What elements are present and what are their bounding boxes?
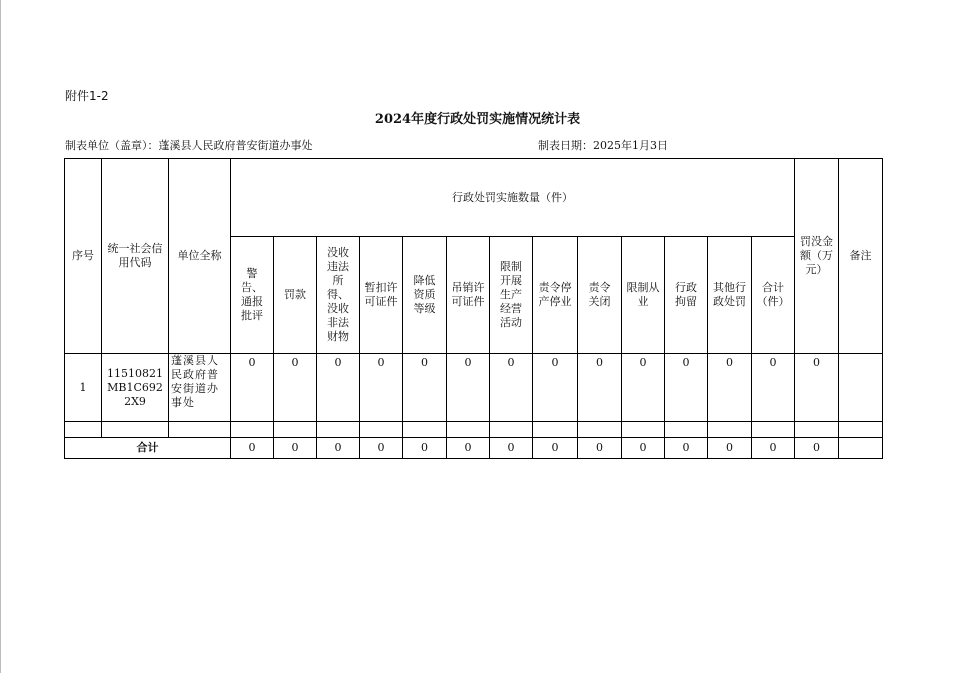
header-amount-text: 罚没金额（万元） bbox=[800, 235, 833, 276]
row-value-order-stop: 0 bbox=[533, 354, 578, 422]
header-restrict-employment bbox=[622, 237, 665, 354]
header-order-close-text: 责令关闭 bbox=[588, 281, 611, 308]
attachment-label: 附件1-2 bbox=[65, 89, 109, 103]
header-seq: 序号 bbox=[65, 159, 102, 354]
row-value-order-close: 0 bbox=[578, 354, 622, 422]
empty-row bbox=[65, 422, 883, 438]
row-value-revoke-license: 0 bbox=[447, 354, 490, 422]
total-value-warning: 0 bbox=[231, 438, 274, 459]
header-remark: 备注 bbox=[839, 159, 883, 354]
header-order-stop-text: 责令停产停业 bbox=[538, 281, 572, 308]
header-other bbox=[708, 237, 752, 354]
row-value-warning: 0 bbox=[231, 354, 274, 422]
total-label: 合计 bbox=[65, 438, 231, 459]
total-value-revoke-license: 0 bbox=[447, 438, 490, 459]
header-subtotal-text: 合计（件） bbox=[756, 281, 790, 308]
row-value-restrict-employment: 0 bbox=[622, 354, 665, 422]
row-value-lower-qualification: 0 bbox=[403, 354, 447, 422]
row-value-subtotal: 0 bbox=[752, 354, 795, 422]
table-row bbox=[65, 354, 883, 422]
row-seq: 1 bbox=[65, 354, 102, 422]
issue-date: 制表日期：2025年1月3日 bbox=[538, 139, 668, 152]
row-value-confiscate: 0 bbox=[317, 354, 360, 422]
header-fine: 罚款 bbox=[274, 237, 317, 354]
total-value-order-stop: 0 bbox=[533, 438, 578, 459]
header-lower-qualification-text: 降低资质等级 bbox=[413, 274, 436, 315]
header-revoke-license bbox=[447, 237, 490, 354]
total-row bbox=[65, 438, 883, 459]
total-value-amount: 0 bbox=[795, 438, 839, 459]
header-restrict-activity bbox=[490, 237, 533, 354]
header-order-close bbox=[578, 237, 622, 354]
header-unit-name: 单位全称 bbox=[169, 159, 231, 354]
row-remark bbox=[839, 354, 883, 422]
total-value-detention: 0 bbox=[665, 438, 708, 459]
total-value-restrict-activity: 0 bbox=[490, 438, 533, 459]
total-value-other: 0 bbox=[708, 438, 752, 459]
page-title: 2024年度行政处罚实施情况统计表 bbox=[374, 112, 581, 127]
row-unit-name: 蓬溪县人民政府普安街道办事处 bbox=[169, 354, 231, 422]
header-confiscate bbox=[317, 237, 360, 354]
row-value-detention: 0 bbox=[665, 354, 708, 422]
row-value-suspend-license: 0 bbox=[360, 354, 403, 422]
header-amount bbox=[795, 159, 839, 354]
header-restrict-activity-text: 限制开展生产经营活动 bbox=[500, 260, 522, 329]
total-value-suspend-license: 0 bbox=[360, 438, 403, 459]
total-value-confiscate: 0 bbox=[317, 438, 360, 459]
header-suspend-license-text: 暂扣许可证件 bbox=[364, 281, 398, 308]
header-other-text: 其他行政处罚 bbox=[713, 281, 746, 308]
row-value-restrict-activity: 0 bbox=[490, 354, 533, 422]
header-order-stop bbox=[533, 237, 578, 354]
total-value-fine: 0 bbox=[274, 438, 317, 459]
total-value-lower-qualification: 0 bbox=[403, 438, 447, 459]
issuing-unit: 制表单位（盖章）：蓬溪县人民政府普安街道办事处 bbox=[65, 139, 313, 152]
header-detention bbox=[665, 237, 708, 354]
header-restrict-employment-text: 限制从业 bbox=[626, 281, 660, 308]
header-row-1 bbox=[65, 159, 883, 237]
header-suspend-license bbox=[360, 237, 403, 354]
header-credit-code: 统一社会信用代码 bbox=[102, 159, 169, 354]
row-credit-code: 11510821MB1C6922X9 bbox=[102, 354, 169, 422]
total-value-restrict-employment: 0 bbox=[622, 438, 665, 459]
header-lower-qualification bbox=[403, 237, 447, 354]
page-edge bbox=[0, 0, 1, 673]
header-confiscate-text: 没收违法所得、没收非法财物 bbox=[327, 246, 349, 343]
header-warning bbox=[231, 237, 274, 354]
row-value-amount: 0 bbox=[795, 354, 839, 422]
statistics-table bbox=[64, 158, 883, 459]
row-value-fine: 0 bbox=[274, 354, 317, 422]
header-penalty-count-group: 行政处罚实施数量（件） bbox=[231, 159, 795, 237]
header-subtotal bbox=[752, 237, 795, 354]
total-value-subtotal: 0 bbox=[752, 438, 795, 459]
header-detention-text: 行政拘留 bbox=[675, 281, 697, 308]
row-value-other: 0 bbox=[708, 354, 752, 422]
total-value-order-close: 0 bbox=[578, 438, 622, 459]
total-remark bbox=[839, 438, 883, 459]
header-warning-text: 警告、通报批评 bbox=[241, 267, 263, 322]
header-revoke-license-text: 吊销许可证件 bbox=[451, 281, 485, 308]
